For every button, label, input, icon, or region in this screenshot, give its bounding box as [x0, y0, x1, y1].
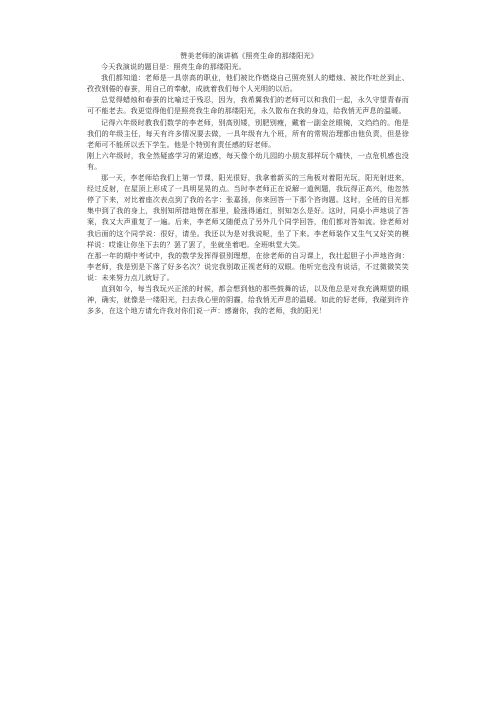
- paragraph: 那一天，李老师给我们上第一节课，阳光很好，我拿着新买的三角板对着阳光玩，阳光射进来，经过反射，在屋顶上形成了一具明晃晃的点。当时李老师正在说解一道例题，我玩得正高兴，他忽然停了下来，对比着座次表点到了我的名字：张嘉扬，你来回答一下那个咨询题。这时，全班的目光都集中到了我的身上，我别知所措地愣在那里，脸涨得通红，别知怎么是好。这时，同桌小声地说了答案，我又大声重复了一遍。后来，李老师又随便点了另外几个同学回答，他们都对答如流。徐老师对我后面的这个同学说：很好，请坐。我还以为是对我说呢，坐了下来。李老师装作又生气又好笑的模样说：哎谁让你坐下去的？罢了罢了，坐就坐着吧。全班哄堂大笑。: [87, 173, 409, 249]
- paragraph-list: [87, 61, 409, 316]
- paragraph: 我们都知道：老师是一具崇高的职业，他们被比作燃烧自己照亮别人的蜡烛、被比作吐丝到止、孜孜别倦的春蚕，用自己的奉献，成就着我们每个人光明的以后。: [87, 73, 409, 94]
- paragraph: 记得六年级时教我们数学的李老师，别高别矮，别肥别瘦，戴着一副金丝眼镜，文绉绉的。他是我们的年级主任，每天有许多情况要去做，一具年级有九个班，所有的常规治理都由他负责，但是徐老师可不能所以丢下学生。他是个特别有责任感的好老师。: [87, 117, 409, 149]
- paragraph: 今天我演说的题目是：照亮生命的那缕阳光。: [101, 62, 246, 72]
- paragraph: 直到如今，每当我玩兴正浓的时候，都会想到他的那些鼓舞的话，以及他总是对我充满期望的眼神，确实，就像是一缕阳光，扫去我心里的阴霾，给我悄无声息的温暖。如此的好老师，我碰到许许多多，在这个地方请允许我对你们说一声：感谢你，我的老师，我的阳光！: [87, 283, 409, 316]
- document-title: 赞美老师的演讲稿《照亮生命的那缕阳光》: [180, 51, 318, 60]
- paragraph: 刚上六年级时，我全然疑惑学习的紧迫感，每天像个幼儿园的小朋友那样玩个痛快，一点危机感也没有。: [87, 150, 409, 171]
- document-body: [87, 50, 409, 316]
- paragraph: 总觉得蜡烛和春蚕的比喻过于残忍，因为，我希翼我们的老师可以和我们一起，永久守望青春而可不能老去。我更觉得他们是照亮我生命的那缕阳光，永久散布在我的身边，给我悄无声息的温暖。: [87, 95, 409, 116]
- paragraph: 在那一年的期中考试中，我的数学发挥得很别理想，在徐老师的自习课上，我壮起胆子小声地咨询：李老师，我是别是下落了好多名次？说完我别敢正视老师的双眼。他听完也没有说话，不过微微笑笑说：未来努力点儿就好了。: [87, 250, 409, 282]
